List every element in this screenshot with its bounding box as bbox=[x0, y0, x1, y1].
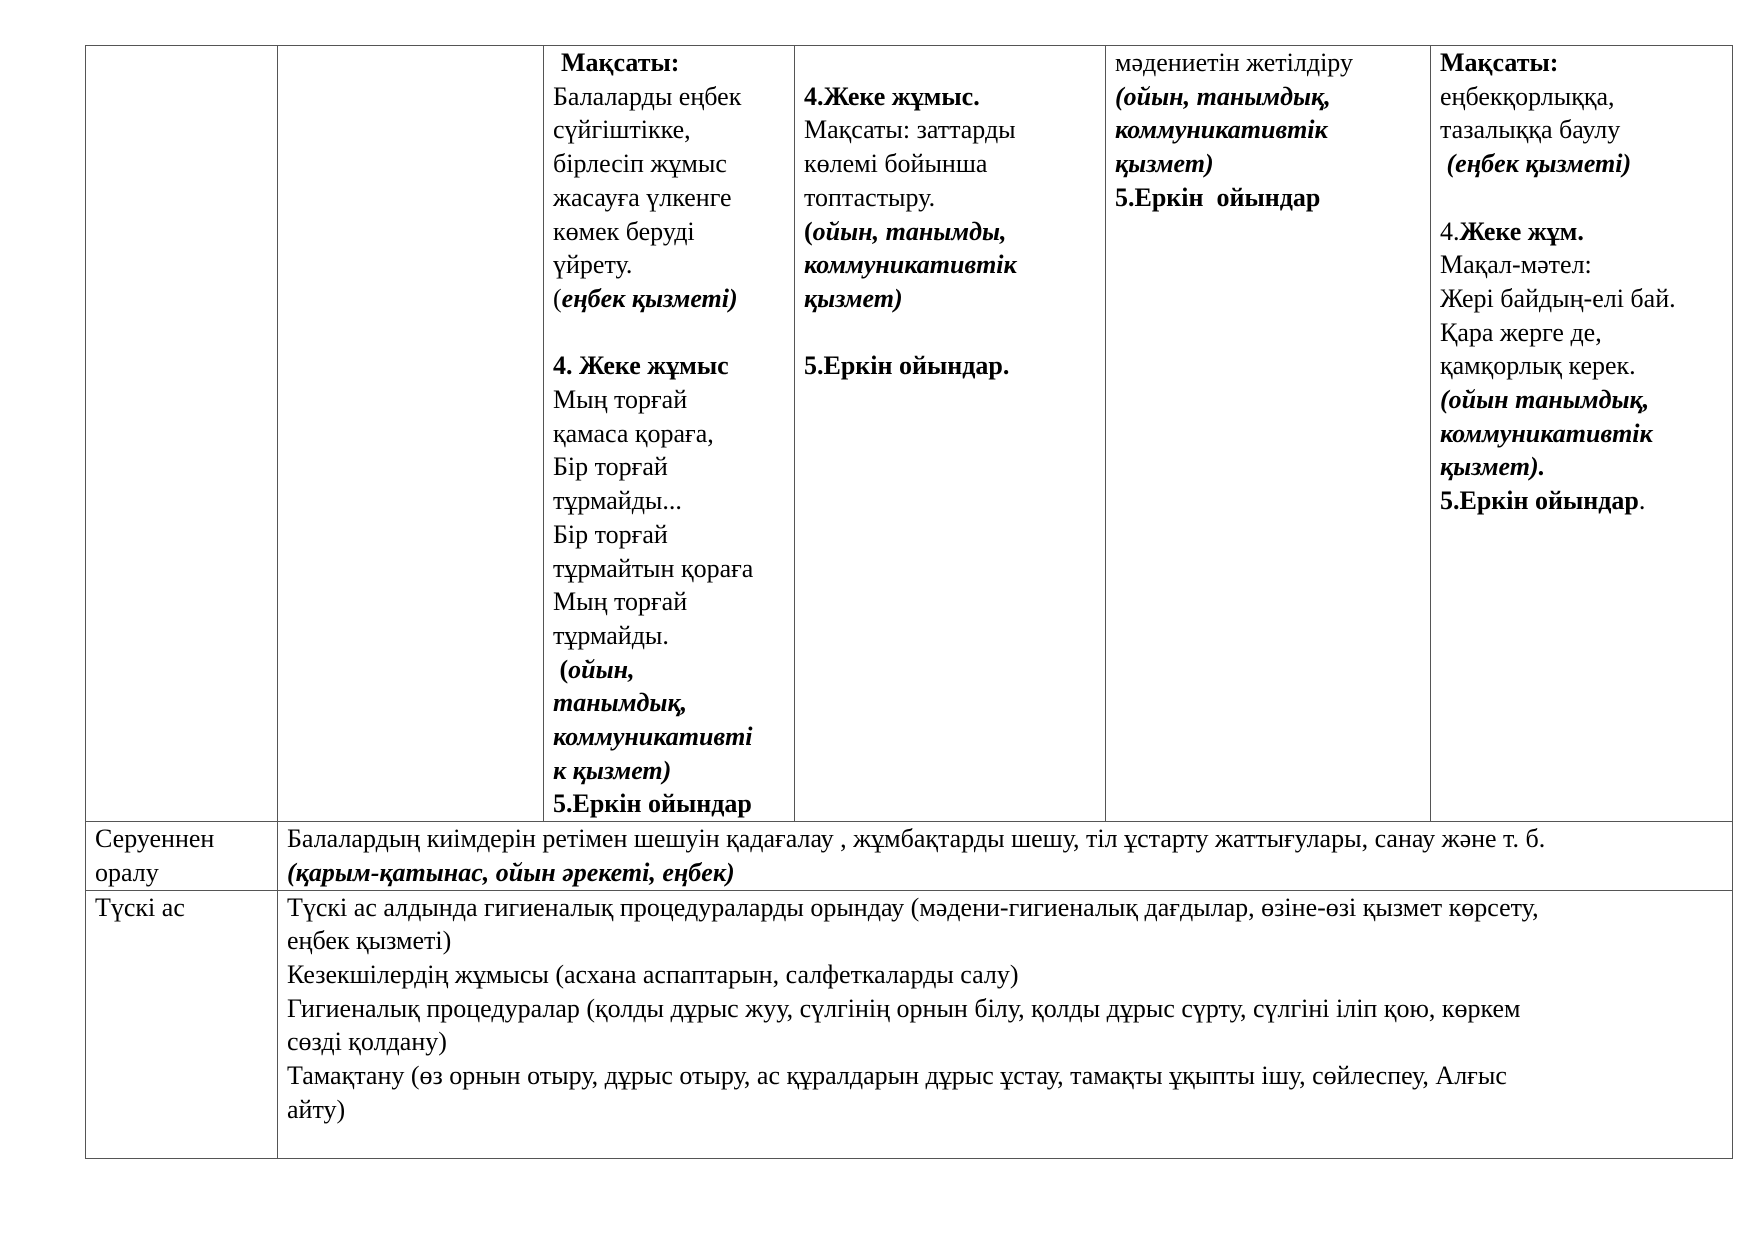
activity-type bbox=[553, 282, 785, 316]
row-label-cell bbox=[86, 890, 278, 1158]
text-line: айту) bbox=[287, 1094, 346, 1124]
cell-col-c bbox=[544, 46, 795, 822]
proverb-line: Жері байдың-елі бай. bbox=[1440, 283, 1676, 313]
item-5-heading: 5.Еркін ойындар bbox=[553, 789, 752, 819]
text-line: бірлесіп жұмыс bbox=[553, 149, 727, 179]
item-5-heading: 5.Еркін ойындар bbox=[1115, 182, 1321, 212]
poem-line: тұрмайтын қораға bbox=[553, 553, 754, 583]
text-line: Балаларды еңбек bbox=[553, 81, 742, 111]
item-4-heading: 4. Жеке жұмыс bbox=[553, 351, 729, 381]
poem-line: Мың торғай bbox=[553, 385, 688, 415]
cell-col-f bbox=[1431, 46, 1733, 822]
goal-heading: Мақсаты: bbox=[561, 48, 680, 77]
activity-text: коммуникативті bbox=[553, 722, 753, 752]
activity-text: еңбек қызметі) bbox=[561, 283, 738, 313]
activity-text: қызмет) bbox=[1115, 149, 1214, 179]
text-line: тазалыққа баулу bbox=[1440, 115, 1621, 145]
activity-paren: ( bbox=[553, 283, 562, 313]
text-line: жасауға үлкенге bbox=[553, 182, 732, 212]
text-line: мәдениетін жетілдіру bbox=[1115, 48, 1353, 77]
activity-paren: ( bbox=[553, 654, 569, 684]
table-row bbox=[86, 822, 1733, 890]
activity-text: коммуникативтік bbox=[1115, 115, 1328, 145]
poem-line: Бір торғай bbox=[553, 519, 668, 549]
text-line: сүйгіштікке, bbox=[553, 115, 691, 145]
text-line: Түскі ас алдында гигиеналық процедураларды орындау (мәдени-гигиеналық дағдылар, өзіне-өзі қызмет көрсету, bbox=[287, 892, 1539, 922]
text-line: көлемі бойынша bbox=[804, 149, 988, 179]
text-line: Балалардың киімдерін ретімен шешуін қадағалау , жұмбақтарды шешу, тіл ұстарту жаттығулары, санау және т. б. bbox=[287, 824, 1546, 854]
cell-col-a bbox=[86, 46, 278, 822]
item-text: Жеке жұм. bbox=[1459, 216, 1584, 246]
activity-text: (қарым-қатынас, ойын әрекеті, еңбек) bbox=[287, 857, 735, 887]
activity-text: коммуникативтік bbox=[804, 250, 1017, 280]
item-punct: . bbox=[1638, 486, 1646, 516]
row-content-cell bbox=[278, 890, 1733, 1158]
text-line: Мақсаты: заттарды bbox=[804, 115, 1016, 145]
activity-text: танымдық, bbox=[553, 688, 688, 718]
text-line: сөзді қолдану) bbox=[287, 1027, 447, 1057]
row-label: оралу bbox=[95, 857, 159, 887]
row-label: Түскі ас bbox=[95, 892, 185, 922]
item-text: 5.Еркін ойындар bbox=[1440, 486, 1639, 516]
activity-text: қызмет) bbox=[804, 283, 903, 313]
activity-text: к қызмет) bbox=[553, 755, 672, 785]
activity-type bbox=[553, 653, 785, 687]
row-label-cell bbox=[86, 822, 278, 890]
text-line: көмек беруді bbox=[553, 216, 695, 246]
text-line: топтастыру. bbox=[804, 182, 936, 212]
poem-line: тұрмайды... bbox=[553, 486, 682, 516]
poem-line: Мың торғай bbox=[553, 587, 688, 617]
activity-text: ойын, танымды, bbox=[812, 216, 1007, 246]
activity-text: ойын, bbox=[568, 654, 635, 684]
table-row bbox=[86, 46, 1733, 822]
daily-plan-table bbox=[85, 45, 1733, 1159]
proverb-line: Қара жерге де, bbox=[1440, 317, 1602, 347]
text-line: Кезекшілердің жұмысы (асхана аспаптарын, салфеткаларды салу) bbox=[287, 959, 1019, 989]
proverb-line: қамқорлық керек. bbox=[1440, 351, 1636, 381]
row-content-cell bbox=[278, 822, 1733, 890]
cell-col-e bbox=[1106, 46, 1431, 822]
activity-text: (ойын, танымдық, bbox=[1115, 81, 1331, 111]
poem-line: қамаса қораға, bbox=[553, 418, 714, 448]
cell-col-d bbox=[795, 46, 1106, 822]
poem-line: Бір торғай bbox=[553, 452, 668, 482]
activity-text: (еңбек қызметі) bbox=[1440, 149, 1632, 179]
item-5-heading: 5.Еркін ойындар. bbox=[804, 351, 1010, 381]
table-row bbox=[86, 890, 1733, 1158]
activity-text: (ойын танымдық, bbox=[1440, 385, 1650, 415]
activity-paren: ( bbox=[804, 216, 813, 246]
row-label: Серуеннен bbox=[95, 824, 215, 854]
text-line: еңбек қызметі) bbox=[287, 926, 452, 956]
cell-col-b bbox=[278, 46, 544, 822]
goal-heading: Мақсаты: bbox=[1440, 48, 1559, 77]
proverb-line: Мақал-мәтел: bbox=[1440, 250, 1592, 280]
text-line: Тамақтану (өз орнын отыру, дұрыс отыру, ас құралдарын дұрыс ұстау, тамақты ұқыпты ішу, сөйлеспеу, Алғыс bbox=[287, 1061, 1507, 1091]
activity-type bbox=[804, 215, 1096, 249]
item-4-heading: 4.Жеке жұмыс. bbox=[804, 81, 980, 111]
item-number: 4. bbox=[1440, 216, 1460, 246]
item-5-heading bbox=[1440, 484, 1723, 518]
text-line: Гигиеналық процедуралар (қолды дұрыс жуу, сүлгінің орнын білу, қолды дұрыс сүрту, сүлгіні іліп қою, көркем bbox=[287, 993, 1521, 1023]
activity-text: қызмет). bbox=[1440, 452, 1546, 482]
item-4-heading bbox=[1440, 215, 1723, 249]
text-line: үйрету. bbox=[553, 250, 633, 280]
activity-text: коммуникативтік bbox=[1440, 418, 1653, 448]
text-line: еңбекқорлыққа, bbox=[1440, 81, 1615, 111]
poem-line: тұрмайды. bbox=[553, 620, 669, 650]
